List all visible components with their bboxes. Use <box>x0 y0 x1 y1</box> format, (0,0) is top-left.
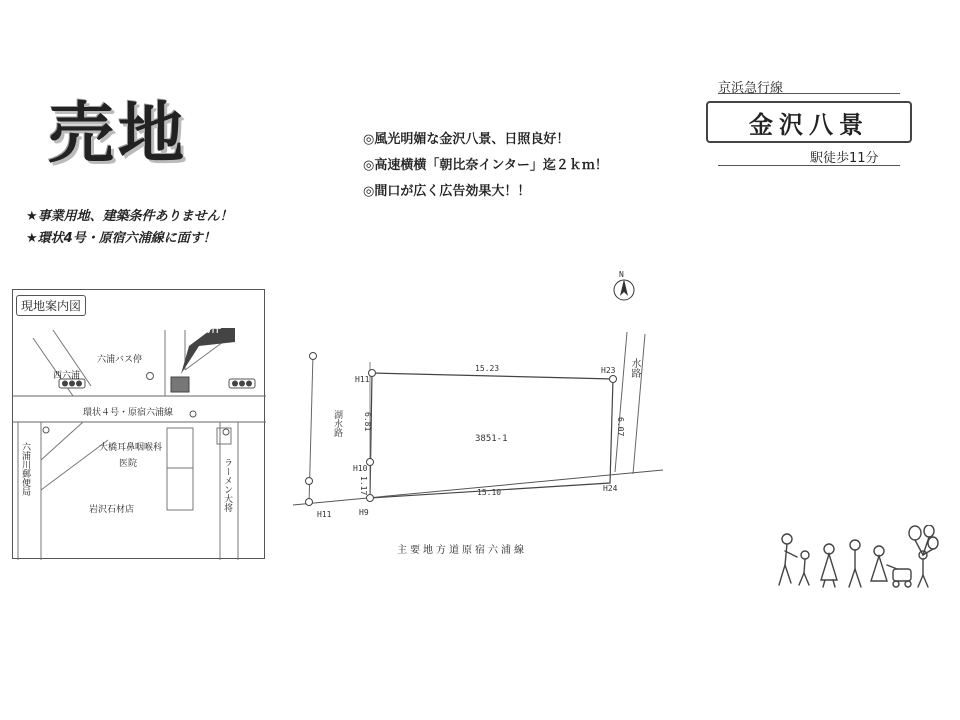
right-channel-label: 水路 <box>629 358 640 378</box>
stone-shop-label: 岩沢石材店 <box>89 505 135 515</box>
feature-item: ◎風光明媚な金沢八景、日照良好！ <box>363 132 570 147</box>
left-channel-label: 湖水路 <box>332 410 342 437</box>
map-roads <box>13 290 266 560</box>
feature-item: ◎間口が広く広告効果大！！ <box>363 184 531 199</box>
notes-list <box>26 206 233 250</box>
note-item: ★事業用地、建築条件ありません！ <box>26 209 233 224</box>
north-label: N <box>619 270 624 279</box>
note-item: ★環状4号・原宿六浦線に面す！ <box>26 231 216 246</box>
map-label: 現地案内図 <box>16 295 86 316</box>
corner-label: H10 <box>353 464 368 473</box>
corner-label: H11 <box>317 510 332 519</box>
post-office-label: 六浦川郵便局 <box>20 442 30 496</box>
ramen-label: ラーメン大将 <box>222 458 232 512</box>
corner-label: H9 <box>359 508 369 517</box>
corner-label: H11 <box>355 375 370 384</box>
walk-time: 駅徒歩11分 <box>810 151 879 166</box>
family-illustration <box>775 525 940 590</box>
bus-stop-label: 六浦バス停 <box>97 355 143 365</box>
page-title: 売地 <box>48 95 188 172</box>
corner-label: H24 <box>603 484 618 493</box>
survey-plan <box>285 262 685 562</box>
feature-item: ◎高速横横「朝比奈インター」迄２ｋｍ！ <box>363 158 608 173</box>
feature-list <box>363 127 608 205</box>
property-label: 物件 <box>201 324 221 335</box>
plan-drawing <box>285 262 685 562</box>
railway-line: 京浜急行線 <box>718 81 784 96</box>
intersection-label: 西六浦 <box>53 371 81 381</box>
dim-top: 15.23 <box>475 364 500 373</box>
main-road-label: 環状４号・原宿六浦線 <box>83 408 174 418</box>
dim-left: 6.81 <box>363 412 372 432</box>
dim-bottom: 15.10 <box>477 488 502 497</box>
lot-number: 3851-1 <box>475 434 508 444</box>
clinic-label: 大橋耳鼻咽喉科 <box>99 443 163 453</box>
divider <box>718 93 900 94</box>
dim-left-short: 1.17 <box>359 476 368 496</box>
dim-right: 6.07 <box>616 417 625 437</box>
corner-label: H23 <box>601 366 616 375</box>
locator-map <box>12 289 265 559</box>
divider <box>718 165 900 166</box>
clinic-label-2: 医院 <box>119 459 138 469</box>
road-name: 主要地方道原宿六浦線 <box>397 545 527 556</box>
station-name: 金沢八景 <box>706 101 912 143</box>
